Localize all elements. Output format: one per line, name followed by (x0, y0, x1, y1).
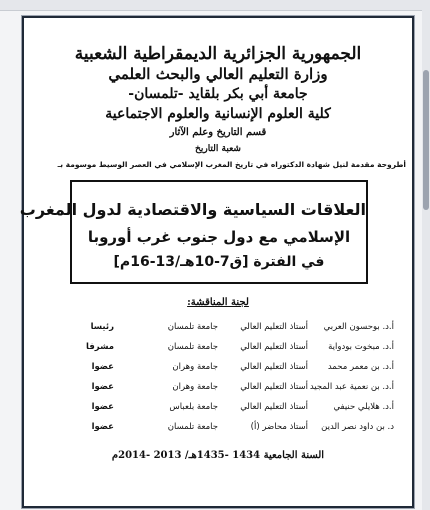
title-line-1: العلاقات السياسية والاقتصادية لدول المغرب (19, 200, 366, 219)
member-university: جامعة تلمسان (167, 322, 218, 332)
thesis-intro: أطروحة مقدمة لنيل شهادة الدكتوراه في تاريخ المغرب الإسلامي في العصر الوسيط موسومة بـ (57, 160, 406, 169)
member-name: أ.د. بن معمر محمد (327, 362, 394, 372)
member-name: أ.د. هلايلي حنيفي (333, 402, 394, 412)
committee-row (64, 362, 394, 380)
member-name: أ.د. بوحسون العربي (323, 322, 394, 332)
viewer-toolbar (0, 0, 430, 11)
member-university: جامعة تلمسان (167, 342, 218, 352)
member-role: عضوا (91, 422, 114, 432)
department-heading: قسم التاريخ وعلم الآثار (169, 127, 267, 138)
member-rank: أستاذ محاضر (أ) (250, 422, 308, 432)
republic-heading: الجمهورية الجزائرية الديمقراطية الشعبية (74, 44, 362, 64)
member-name: د. بن داود نصر الدين (321, 422, 394, 432)
member-rank: أستاذ التعليم العالي (240, 342, 308, 352)
member-role: رئيسا (90, 322, 114, 332)
member-role: عضوا (91, 362, 114, 372)
faculty-heading: كلية العلوم الإنسانية والعلوم الاجتماعية (105, 106, 331, 122)
member-university: جامعة تلمسان (167, 422, 218, 432)
committee-heading: لجنة المناقشة: (187, 297, 249, 308)
thesis-title-box (19, 180, 368, 284)
vertical-scrollbar[interactable] (422, 10, 430, 510)
member-role: عضوا (91, 382, 114, 392)
member-role: مشرفا (86, 342, 114, 352)
member-name: أ.د. بن نعمية عبد المجيد (309, 382, 394, 392)
scrollbar-thumb[interactable] (423, 70, 429, 210)
member-university: جامعة وهران (172, 362, 218, 372)
member-rank: أستاذ التعليم العالي (240, 322, 308, 332)
university-heading: جامعة أبي بكر بلقايد -تلمسان- (128, 86, 308, 102)
member-university: جامعة بلعباس (169, 402, 218, 412)
committee-row (64, 382, 394, 400)
document-page (19, 16, 414, 508)
committee-row (64, 422, 394, 440)
title-line-3: في الفترة [ق7-10هـ/13-16م] (113, 254, 325, 270)
member-rank: أستاذ التعليم العالي (240, 402, 308, 412)
ministry-heading: وزارة التعليم العالي والبحث العلمي (108, 65, 328, 83)
branch-heading: شعبة التاريخ (195, 144, 241, 154)
committee-row (64, 322, 394, 340)
member-rank: أستاذ التعليم العالي (240, 382, 308, 392)
member-role: عضوا (91, 402, 114, 412)
title-line-2: الإسلامي مع دول جنوب غرب أوروبا (87, 228, 351, 246)
member-university: جامعة وهران (172, 382, 218, 392)
committee-row (64, 402, 394, 420)
committee-row (64, 342, 394, 360)
member-rank: أستاذ التعليم العالي (240, 362, 308, 372)
academic-year: السنة الجامعية 1434 -1435هـ/ 2013 -2014م (111, 450, 325, 461)
member-name: أ.د. مبخوت بودواية (328, 342, 394, 352)
